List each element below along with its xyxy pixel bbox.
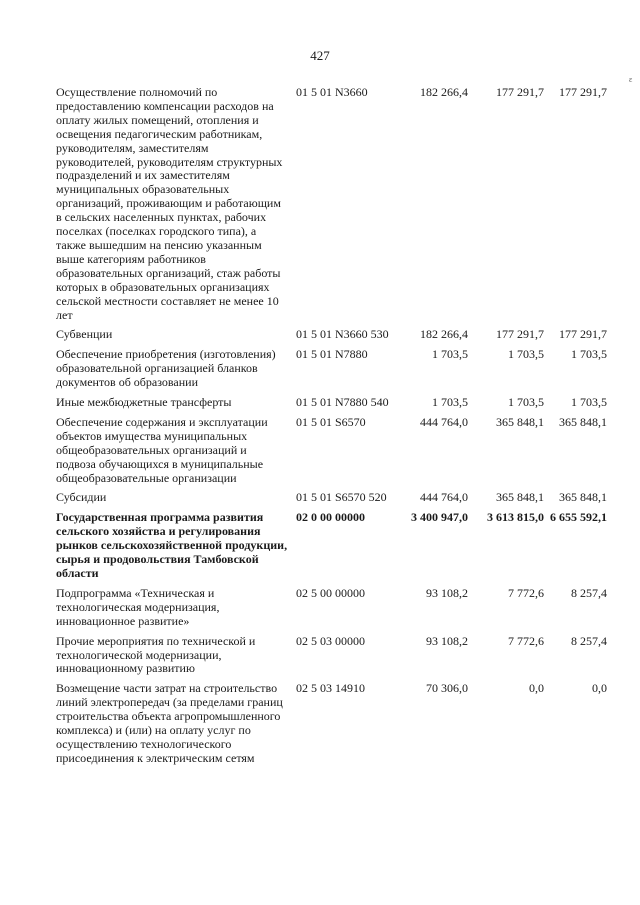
row-value-2023: 177 291,7 — [496, 85, 544, 99]
row-value-2022: 1 703,5 — [432, 347, 468, 362]
table-row — [0, 416, 640, 486]
row-value-2022: 93 108,2 — [426, 585, 468, 600]
row-value-2023: 7 772,6 — [508, 585, 544, 600]
table-row — [0, 86, 640, 322]
table-row — [0, 396, 640, 410]
row-value-2022: 444 764,0 — [420, 490, 468, 505]
row-classification-code: 01 5 01 S6570 520 — [296, 490, 387, 505]
row-description: Обеспечение приобретения (изготовления) образовательной организацией бланков документов об образовании — [56, 347, 276, 390]
row-value-2024: 365 848,1 — [559, 490, 607, 505]
row-description: Осуществление полномочий по предоставлению компенсации расходов на оплату жилых помещений, отопления и освещения педагогическим работникам, руководителям, заместителям руководителей, руководителям структурных подразделений и их заместителям муниципальных образовательных организаций, проживающим и работающим в сельских населенных пунктах, рабочих поселках (поселках городского типа), а также вышедшим на пенсию указанным выше категориям работников образовательных организаций, стаж работы которых в образовательных организациях сельской местности составляет не менее 10 лет — [56, 85, 283, 322]
row-classification-code: 02 5 03 14910 — [296, 681, 365, 696]
row-classification-code: 01 5 01 N7880 540 — [296, 395, 389, 410]
row-value-2024: 365 848,1 — [559, 414, 607, 429]
row-description: Государственная программа развития сельского хозяйства и регулирования рынков сельскохозяйственной продукции, сырья и продовольствия Тамбовской области — [56, 510, 288, 580]
row-value-2023: 7 772,6 — [508, 633, 544, 648]
row-value-2023: 1 703,5 — [508, 395, 544, 410]
row-classification-code: 02 5 03 00000 — [296, 633, 365, 648]
table-row — [0, 328, 640, 342]
margin-mark: ε — [629, 75, 633, 84]
row-description: Возмещение части затрат на строительство линий электропередач (за пределами границ строительства объекта агропромышленного комплекса) и (или) на оплату услуг по осуществлению технологического присоединения к электрическим сетям — [56, 681, 283, 765]
row-value-2022: 1 703,5 — [432, 395, 468, 410]
row-value-2022: 182 266,4 — [420, 327, 468, 342]
row-value-2022: 444 764,0 — [420, 414, 468, 429]
table-row — [0, 682, 640, 765]
row-value-2022: 182 266,4 — [420, 85, 468, 99]
row-classification-code: 02 5 00 00000 — [296, 585, 365, 600]
row-value-2024: 177 291,7 — [559, 327, 607, 342]
table-row — [0, 491, 640, 505]
table-row — [0, 348, 640, 390]
row-value-2023: 3 613 815,0 — [487, 510, 544, 525]
row-value-2024: 8 257,4 — [571, 585, 607, 600]
row-value-2024: 6 655 592,1 — [550, 510, 607, 525]
row-value-2023: 1 703,5 — [508, 347, 544, 362]
row-description: Субвенции — [56, 327, 113, 342]
table-row — [0, 587, 640, 629]
row-classification-code: 01 5 01 S6570 — [296, 414, 366, 429]
row-value-2024: 177 291,7 — [559, 85, 607, 99]
table-row — [0, 635, 640, 677]
row-value-2022: 93 108,2 — [426, 633, 468, 648]
row-classification-code: 02 0 00 00000 — [296, 510, 365, 525]
row-value-2024: 1 703,5 — [571, 347, 607, 362]
row-description: Прочие мероприятия по технической и технологической модернизации, инновационному развитию — [56, 633, 256, 676]
row-value-2024: 1 703,5 — [571, 395, 607, 410]
row-value-2024: 8 257,4 — [571, 633, 607, 648]
row-value-2023: 365 848,1 — [496, 414, 544, 429]
row-description: Обеспечение содержания и эксплуатации объектов имущества муниципальных общеобразовательных организаций и подвоза обучающихся в муниципальные общеобразовательные организации — [56, 414, 268, 485]
row-classification-code: 01 5 01 N3660 — [296, 85, 368, 99]
row-value-2023: 365 848,1 — [496, 490, 544, 505]
row-value-2022: 3 400 947,0 — [411, 510, 468, 525]
table-row — [0, 511, 640, 581]
row-classification-code: 01 5 01 N7880 — [296, 347, 368, 362]
row-value-2023: 0,0 — [529, 681, 544, 696]
row-description: Иные межбюджетные трансферты — [56, 395, 232, 410]
row-value-2024: 0,0 — [592, 681, 607, 696]
row-classification-code: 01 5 01 N3660 530 — [296, 327, 389, 342]
row-value-2022: 70 306,0 — [426, 681, 468, 696]
row-description: Субсидии — [56, 490, 107, 505]
page-number: 427 — [310, 48, 330, 63]
budget-table — [0, 86, 640, 772]
row-value-2023: 177 291,7 — [496, 327, 544, 342]
row-description: Подпрограмма «Техническая и технологическая модернизация, инновационное развитие» — [56, 585, 220, 628]
